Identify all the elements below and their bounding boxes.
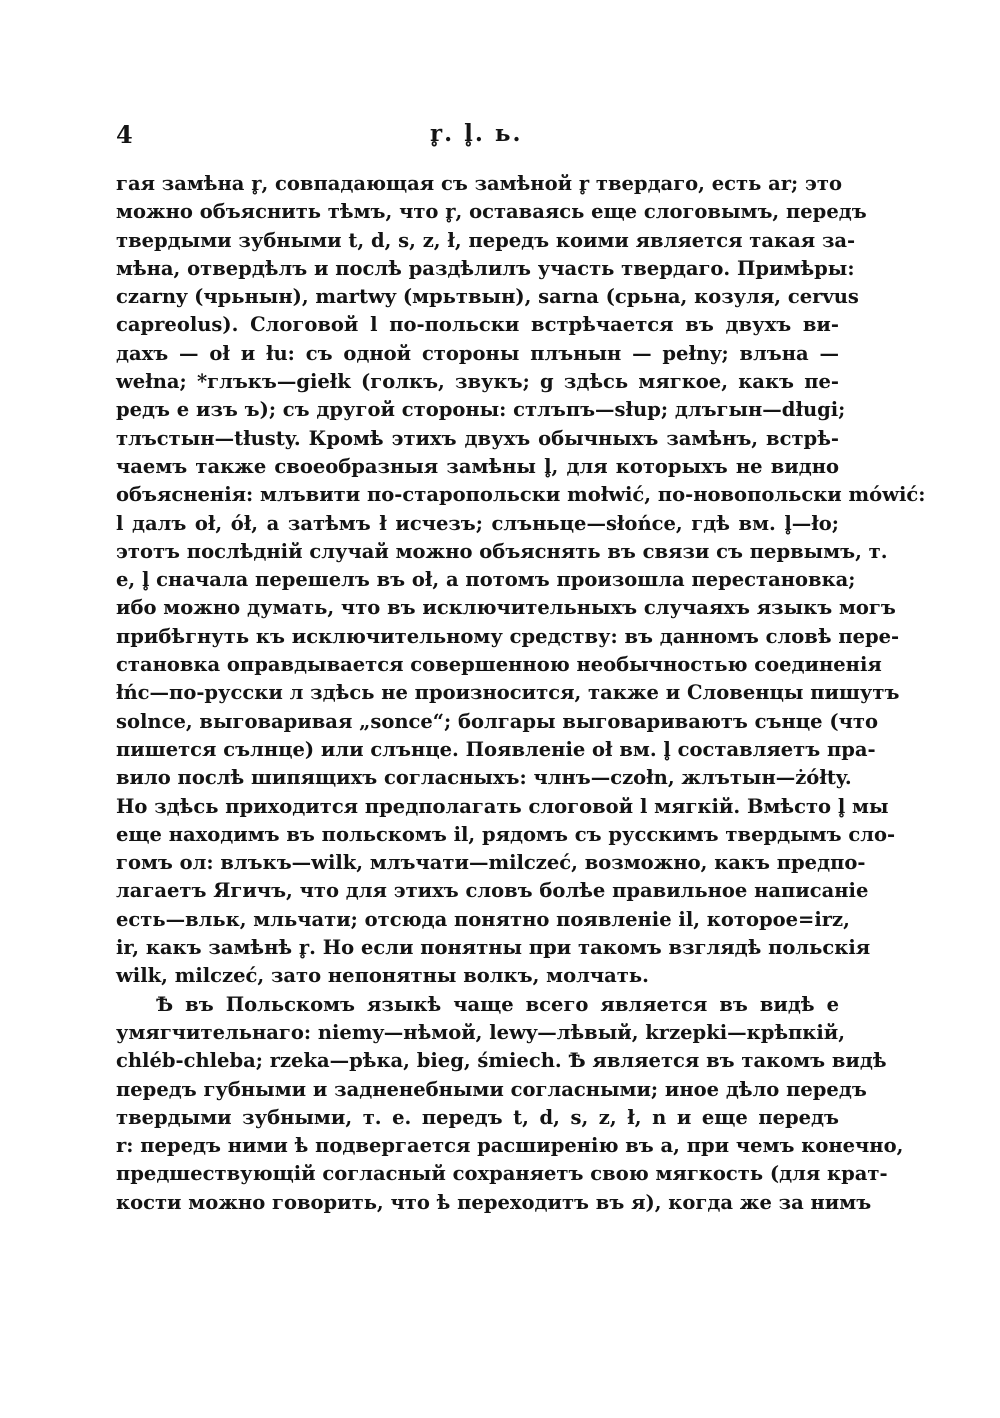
text-line: редъ e изъ ъ); съ другой стороны: стлъпъ—słup; длъгын—długi; [116,398,846,422]
text-line: capreolus). Слоговой l по-польски встрѣчается въ двухъ ви- [116,313,839,337]
text-line: chléb-chleba; rzeka—рѣка, bieg, śmiech. Ѣ является въ такомъ видѣ [116,1049,887,1073]
text-line: предшествующій согласный сохраняетъ свою мягкость (для крат- [116,1162,888,1186]
text-line: мѣна, отвердѣлъ и послѣ раздѣлилъ участь твердаго. Примѣры: [116,256,855,280]
text-line: wełna; *глъкъ—giełk (голкъ, звукъ; g здѣсь мягкое, какъ пе- [116,370,839,394]
text-line: твердыми зубными t, d, s, z, ł, передъ коими является такая за- [116,228,856,252]
text-line: тлъстын—tłusty. Кромѣ этихъ двухъ обычныхъ замѣнъ, встрѣ- [116,426,839,450]
text-line: r: передъ ними ѣ подвергается расширенію въ a, при чемъ конечно, [116,1134,904,1158]
text-line: есть—вльк, мльчати; отсюда понятно появленіе il, которое=irz, [116,907,850,931]
text-line: гая замѣна r̥, совпадающая съ замѣной r̥ твердаго, есть ar; это [116,172,842,195]
text-line: гомъ ол: влъкъ—wilk, млъчати—milczeć, возможно, какъ предпо- [116,851,866,875]
text-line: е, l̥ сначала перешелъ въ oł, а потомъ произошла перестановка; [116,568,856,592]
text-line: еще находимъ въ польскомъ il, рядомъ съ русскимъ твердымъ сло- [116,822,896,846]
text-line: кости можно говорить, что ѣ переходитъ въ я), когда же за нимъ [116,1190,872,1214]
running-head: r̥. l̥. ь. [430,120,523,147]
text-line: лагаетъ Ягичъ, что для этихъ словъ болѣе правильное написаніе [116,879,869,903]
text-line: Но здѣсь приходится предполагать слоговой l мягкій. Вмѣсто l̥ мы [116,794,889,818]
text-line: ибо можно думать, что въ исключительныхъ случаяхъ языкъ могъ [116,596,896,620]
text-line: пишется сълнце) или слънце. Появленіе oł вм. l̥ составляетъ пра- [116,737,876,761]
text-line: wilk, milczeć, зато непонятны волкъ, молчать. [116,964,649,988]
text-line: передъ губными и задненебными согласными; иное дѣло передъ [116,1077,867,1101]
text-line: czarny (чрьнын), martwy (мрьтвын), sarna (срьна, козуля, cervus [116,285,859,309]
body-text [116,170,926,1217]
text-line: l далъ oł, ół, а затѣмъ ł исчезъ; слъньце—słońce, гдѣ вм. l̥—ło; [116,511,839,535]
text-line: объясненія: млъвити по-старопольски mołwić, по-новопольски mówić: [116,483,926,507]
page-number: 4 [116,120,133,149]
text-line: solnce, выговаривая „sonce“; болгары выговариваютъ сънце (что [116,709,878,733]
text-line: чаемъ также своеобразныя замѣны l̥, для которыхъ не видно [116,454,839,478]
text-line: твердыми зубными, т. е. передъ t, d, s, z, ł, n и еще передъ [116,1105,839,1129]
text-line: становка оправдывается совершенною необычностью соединенія [116,653,882,677]
text-line: умягчительнаго: niemy—нѣмой, lewy—лѣвый, krzepki—крѣпкій, [116,1020,846,1044]
text-line: вило послѣ шипящихъ согласныхъ: члнъ—czołn, жлътын—żółty. [116,766,852,790]
text-line: этотъ послѣдній случай можно объяснять въ связи съ первымъ, т. [116,539,888,563]
text-line: łńc—по-русски л здѣсь не произносится, также и Словенцы пишутъ [116,681,900,705]
text-line: дахъ — oł и łu: съ одной стороны плънын — pełny; влъна — [116,341,839,365]
text-line: можно объяснить тѣмъ, что r̥, оставаясь еще слоговымъ, передъ [116,200,867,224]
text-line: ir, какъ замѣнѣ r̥. Но если понятны при такомъ взглядѣ польскія [116,936,871,960]
text-line: прибѣгнуть къ исключительному средству: въ данномъ словѣ пере- [116,624,900,648]
text-line: Ѣ въ Польскомъ языкѣ чаще всего является въ видѣ e [156,992,839,1016]
